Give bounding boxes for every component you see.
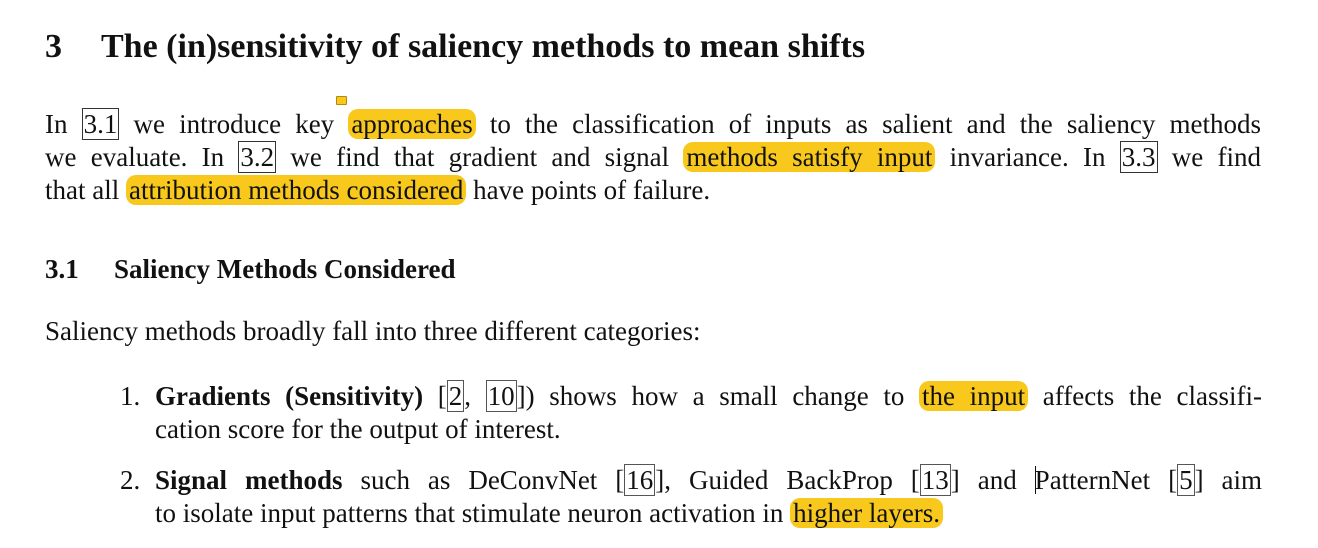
list-line — [155, 497, 1262, 530]
ref-link-3-1[interactable]: 3.1 — [83, 109, 118, 139]
section-title: The (in)sensitivity of saliency methods to mean shifts — [101, 28, 866, 65]
ref-link-3-3[interactable]: 3.3 — [1121, 142, 1156, 172]
text-run: [ — [423, 381, 447, 411]
text-run: we evaluate. In — [45, 142, 239, 172]
text-run: such as DeConvNet [ — [342, 465, 625, 495]
subsection-heading — [45, 254, 456, 285]
ref-link-3-2[interactable]: 3.2 — [240, 142, 275, 172]
text-run: to the classification of inputs as salient and the saliency methods — [475, 109, 1261, 139]
paragraph-line — [45, 174, 1261, 207]
list-line — [155, 380, 1262, 413]
text-run: ] and — [950, 465, 1035, 495]
list-item-gradients — [120, 380, 1262, 446]
highlight-attribution-methods[interactable]: attribution methods considered — [126, 175, 466, 205]
list-item-signal-methods — [120, 464, 1262, 530]
text-run: invariance. In — [935, 142, 1120, 172]
categories-list — [120, 380, 1262, 548]
categories-intro: Saliency methods broadly fall into three different categories: — [45, 316, 701, 346]
text-run: , — [464, 381, 486, 411]
text-run: ]) shows how a small change to — [516, 381, 920, 411]
citation-10[interactable]: 10 — [487, 381, 515, 411]
text-run: to isolate input patterns that stimulate neuron activation in — [155, 498, 791, 528]
text-run: ] aim — [1194, 465, 1263, 495]
highlight-methods-satisfy-input[interactable]: methods satisfy input — [683, 142, 935, 172]
term-signal-methods: Signal methods — [155, 465, 343, 495]
text-run: we find — [1157, 142, 1262, 172]
list-marker: 1. — [120, 381, 141, 411]
subsection-title: Saliency Methods Considered — [114, 254, 456, 284]
highlight-approaches[interactable]: approaches — [348, 109, 475, 139]
highlight-the-input[interactable]: the input — [919, 381, 1028, 411]
paragraph-line — [45, 108, 1261, 141]
text-run: In — [45, 109, 82, 139]
citation-13[interactable]: 13 — [921, 465, 949, 495]
highlight-higher-layers[interactable]: higher layers. — [790, 498, 943, 528]
text-run: that all — [45, 175, 126, 205]
comment-note-icon[interactable] — [336, 96, 347, 105]
subsection-number: 3.1 — [45, 254, 79, 284]
text-run: affects the classifi- — [1028, 381, 1262, 411]
list-line: cation score for the output of interest. — [155, 414, 561, 444]
text-run: PatternNet [ — [1034, 465, 1178, 495]
intro-paragraph — [45, 108, 1261, 207]
paragraph-line — [45, 141, 1261, 174]
citation-16[interactable]: 16 — [626, 465, 654, 495]
text-run: we find that gradient and signal — [276, 142, 684, 172]
term-gradients: Gradients (Sensitivity) — [155, 381, 424, 411]
section-heading — [45, 28, 865, 66]
section-number: 3 — [45, 28, 62, 65]
citation-2[interactable]: 2 — [448, 381, 463, 411]
text-run: we introduce key — [119, 109, 349, 139]
list-line — [155, 464, 1262, 497]
text-run: ], Guided BackProp [ — [655, 465, 920, 495]
citation-5[interactable]: 5 — [1179, 465, 1193, 495]
list-marker: 2. — [120, 465, 141, 495]
text-run: have points of failure. — [466, 175, 711, 205]
